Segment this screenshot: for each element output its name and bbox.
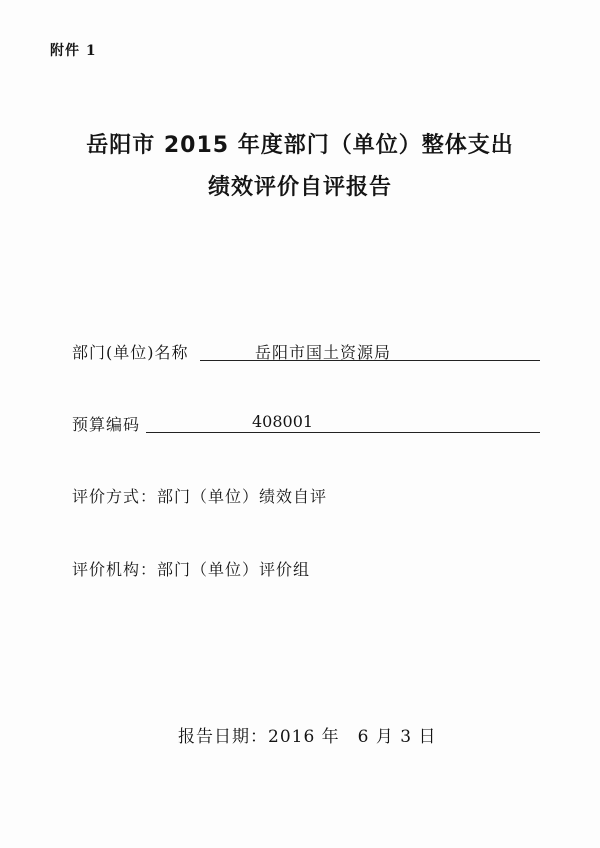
attachment-label: 附件 1	[50, 43, 97, 59]
department-name-field	[72, 340, 542, 364]
budget-code-label: 预算编码	[72, 415, 141, 434]
evaluation-method: 评价方式：部门（单位）绩效自评	[72, 487, 328, 506]
budget-code-underline	[146, 412, 540, 433]
document-title-line1: 岳阳市 2015 年度部门（单位）整体支出	[86, 133, 514, 158]
report-date: 报告日期：2016 年 6 月 3 日	[178, 727, 437, 747]
budget-code-value: 408001	[252, 412, 314, 431]
budget-code-field	[72, 412, 542, 436]
department-name-label: 部门(单位)名称	[72, 343, 189, 362]
document-title-line2: 绩效评价自评报告	[207, 175, 392, 200]
evaluation-agency: 评价机构：部门（单位）评价组	[72, 560, 311, 579]
department-name-value: 岳阳市国土资源局	[255, 343, 392, 362]
